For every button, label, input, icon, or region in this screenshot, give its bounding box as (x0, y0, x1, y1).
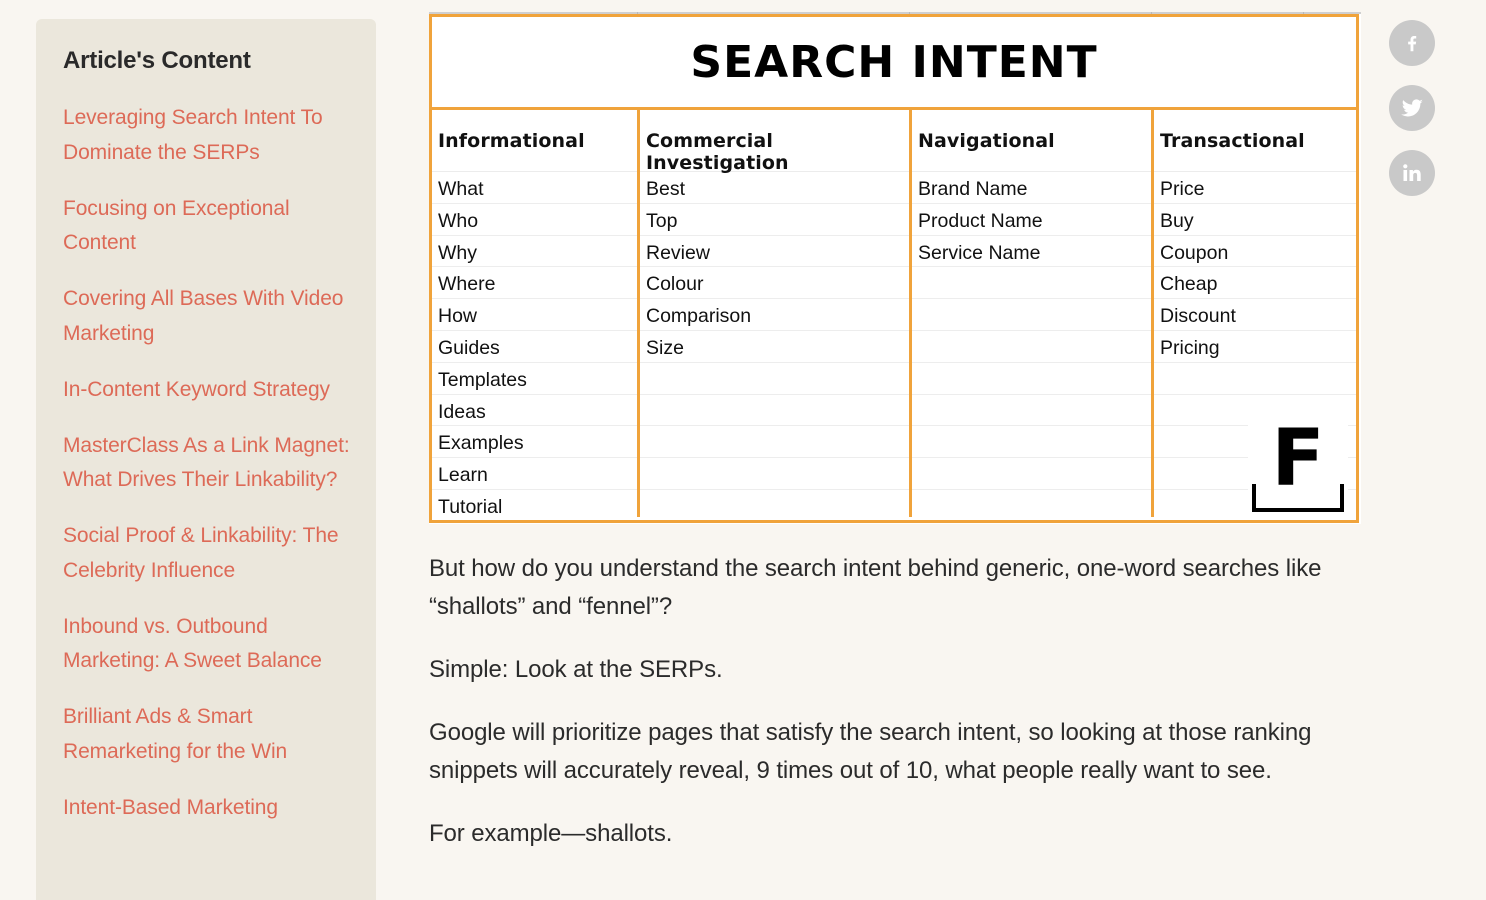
keyword-cell: Discount (1154, 299, 1356, 331)
keyword-cell (640, 426, 909, 458)
column-header: Transactional (1154, 110, 1356, 172)
article-paragraph: For example—shallots. (429, 820, 673, 847)
search-intent-infographic (429, 12, 1361, 524)
keyword-cell: Tutorial (438, 495, 503, 518)
toc-list (63, 101, 349, 825)
keyword-cell: Pricing (1154, 331, 1356, 363)
keyword-cell: Who (432, 204, 637, 236)
linkedin-icon (1400, 161, 1424, 185)
toc-link-video-marketing[interactable]: Covering All Bases With Video Marketing (63, 287, 344, 345)
keyword-cell (640, 490, 909, 522)
article-paragraph: But how do you understand the search intent behind generic, one-word searches like “shallots” and “fennel”? (429, 555, 1322, 620)
article-body (429, 550, 1359, 878)
article-paragraph: Simple: Look at the SERPs. (429, 656, 723, 683)
toc-item (63, 519, 349, 588)
keyword-cell (912, 490, 1151, 522)
keyword-cell: Size (640, 331, 909, 363)
linkedin-share-button[interactable] (1389, 150, 1435, 196)
keyword-cell: Price (1154, 172, 1356, 204)
brand-logo-letter: F (1271, 414, 1325, 504)
column-header: Informational (432, 110, 637, 172)
keyword-cell: Product Name (912, 204, 1151, 236)
toc-link-keyword-strategy[interactable]: In-Content Keyword Strategy (63, 377, 330, 401)
facebook-share-button[interactable] (1389, 20, 1435, 66)
article-paragraph: Google will prioritize pages that satisfy the search intent, so looking at those ranking snippets will accurately reveal, 9 times out of 10, what people really want to see. (429, 719, 1312, 784)
keyword-cell (912, 331, 1151, 363)
keyword-cell (640, 363, 909, 395)
keyword-cell (912, 426, 1151, 458)
keyword-cell: Examples (432, 426, 637, 458)
toc-item (63, 700, 349, 769)
brand-logo-bracket (1252, 484, 1344, 512)
keyword-cell: Ideas (432, 395, 637, 427)
keyword-cell (912, 299, 1151, 331)
toc-item (63, 192, 349, 261)
keyword-cell (1154, 363, 1356, 395)
toc-link-inbound-outbound[interactable]: Inbound vs. Outbound Marketing: A Sweet Balance (63, 614, 322, 672)
keyword-cell (912, 267, 1151, 299)
keyword-cell: Service Name (912, 236, 1151, 268)
toc-item (63, 101, 349, 170)
keyword-cell (912, 395, 1151, 427)
twitter-share-button[interactable] (1389, 85, 1435, 131)
keyword-cell: Buy (1154, 204, 1356, 236)
twitter-icon (1399, 95, 1425, 121)
column-informational (432, 110, 637, 517)
keyword-cell: What (432, 172, 637, 204)
keyword-cell: Review (640, 236, 909, 268)
keyword-cell: Where (432, 267, 637, 299)
keyword-cell: Brand Name (912, 172, 1151, 204)
toc-link-intent-based-marketing[interactable]: Intent-Based Marketing (63, 795, 278, 819)
keyword-cell (640, 395, 909, 427)
column-header: Navigational (912, 110, 1151, 172)
keyword-cell: Colour (640, 267, 909, 299)
intent-columns (432, 110, 1356, 517)
keyword-cell: Best (640, 172, 909, 204)
keyword-cell (640, 458, 909, 490)
brand-logo (1248, 414, 1348, 512)
keyword-cell: Coupon (1154, 236, 1356, 268)
sheet-title: SEARCH INTENT (432, 17, 1356, 110)
column-transactional (1151, 110, 1356, 517)
keyword-cell: Guides (432, 331, 637, 363)
column-navigational (909, 110, 1151, 517)
column-header: Commercial Investigation (640, 110, 909, 172)
toc-title: Article's Content (63, 47, 251, 74)
keyword-cell: Templates (432, 363, 637, 395)
toc-item (63, 610, 349, 679)
toc-sidebar (36, 19, 376, 900)
keyword-cell (912, 363, 1151, 395)
keyword-cell: Top (640, 204, 909, 236)
keyword-cell (912, 458, 1151, 490)
toc-link-leveraging-search-intent[interactable]: Leveraging Search Intent To Dominate the SERPs (63, 106, 323, 164)
share-bar (1389, 20, 1435, 215)
keyword-cell: Cheap (1154, 267, 1356, 299)
keyword-cell: How (432, 299, 637, 331)
toc-link-brilliant-ads[interactable]: Brilliant Ads & Smart Remarketing for the Win (63, 705, 288, 763)
keyword-cell: Learn (432, 458, 637, 490)
toc-link-social-proof[interactable]: Social Proof & Linkability: The Celebrity Influence (63, 524, 339, 582)
toc-item (63, 791, 349, 826)
keyword-cell: Comparison (640, 299, 909, 331)
toc-item (63, 373, 349, 408)
toc-link-exceptional-content[interactable]: Focusing on Exceptional Content (63, 196, 290, 254)
toc-item (63, 429, 349, 498)
search-intent-sheet (429, 14, 1359, 523)
column-commercial-investigation (637, 110, 909, 517)
keyword-cell: Why (432, 236, 637, 268)
toc-link-masterclass-link-magnet[interactable]: MasterClass As a Link Magnet: What Drives Their Linkability? (63, 433, 350, 491)
facebook-icon (1401, 32, 1423, 54)
toc-item (63, 282, 349, 351)
